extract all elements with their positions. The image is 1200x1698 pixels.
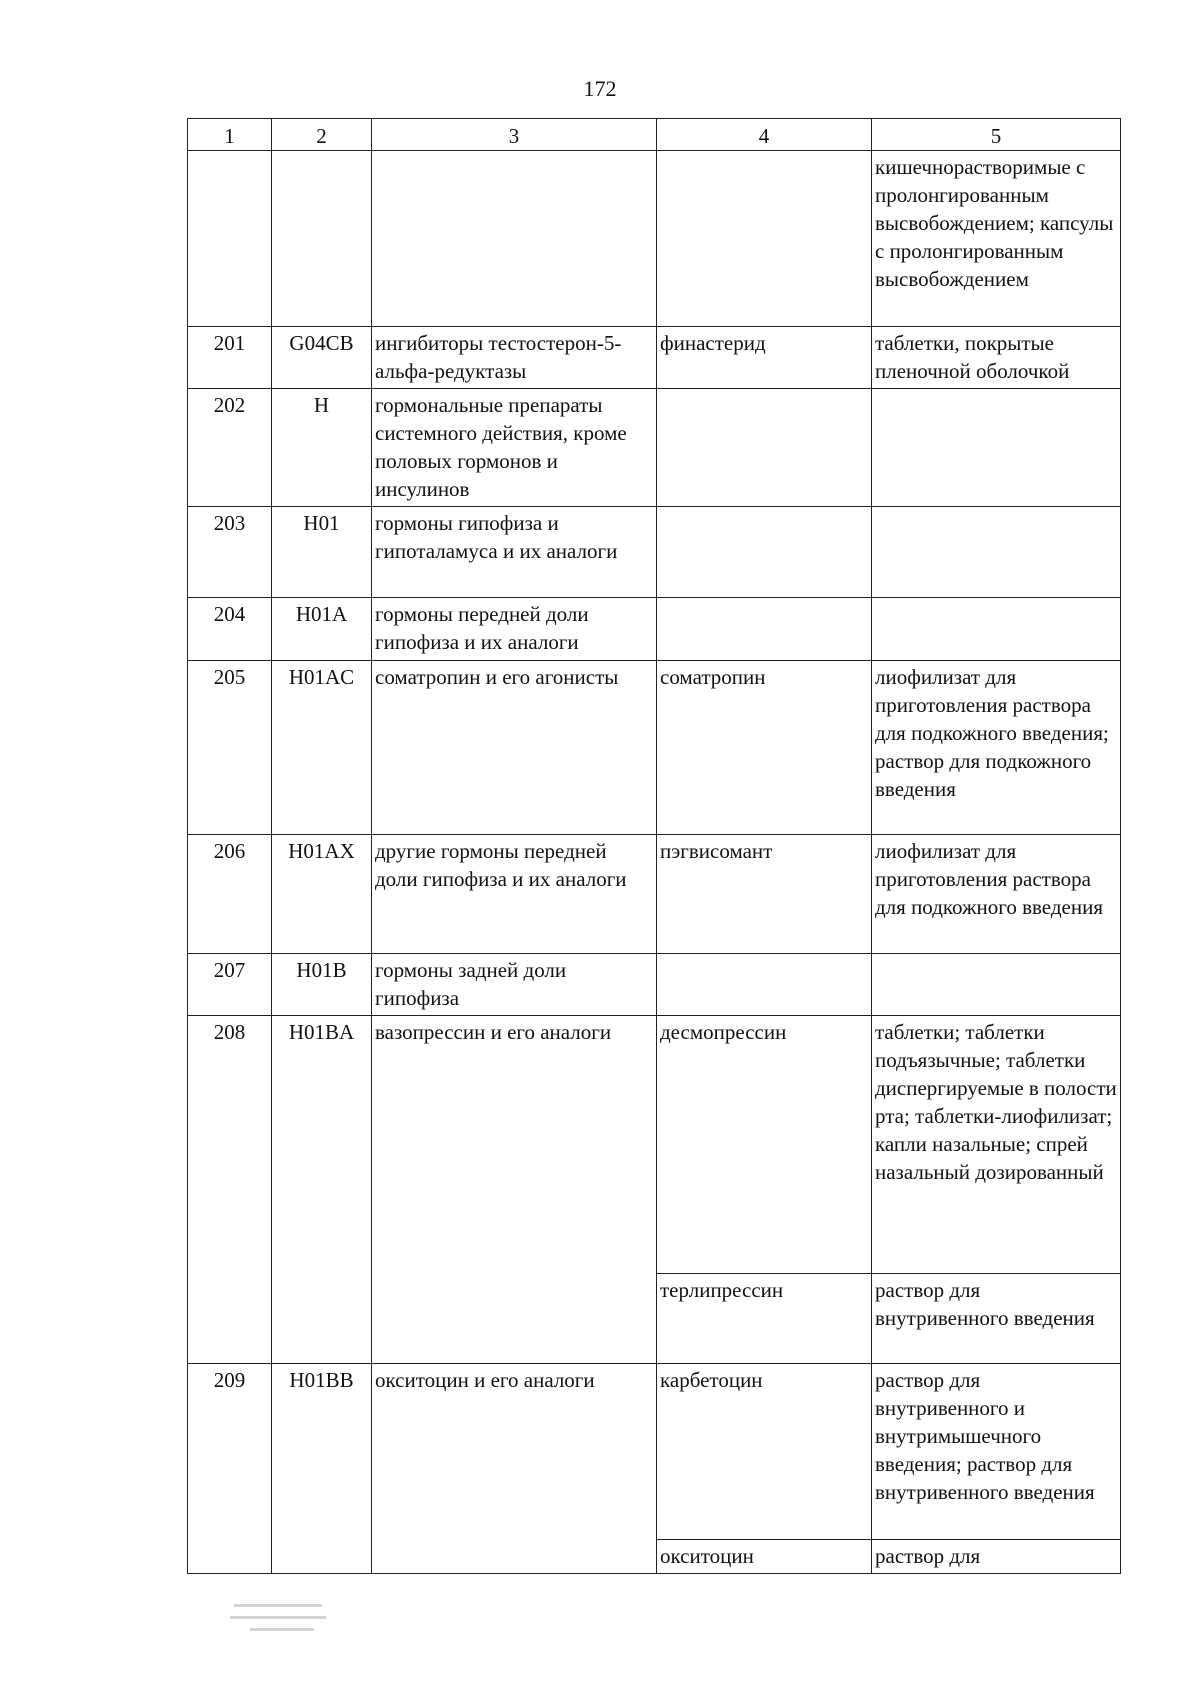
dosage-form bbox=[872, 507, 1121, 598]
atc-code bbox=[272, 151, 372, 327]
dosage-form: раствор для внутривенного и внутримышечного введения; раствор для внутривенного введения bbox=[872, 1364, 1121, 1540]
row-number bbox=[188, 151, 272, 327]
row-number: 202 bbox=[188, 389, 272, 507]
row-number: 204 bbox=[188, 598, 272, 661]
atc-code: H01BA bbox=[272, 1016, 372, 1364]
pharma-group: соматропин и его агонисты bbox=[372, 661, 657, 835]
dosage-form bbox=[872, 954, 1121, 1016]
row-number: 209 bbox=[188, 1364, 272, 1574]
table-row bbox=[188, 1364, 1121, 1540]
col-header-2: 2 bbox=[272, 119, 372, 151]
drug-name bbox=[657, 151, 872, 327]
dosage-form bbox=[872, 598, 1121, 661]
drug-name: десмопрессин bbox=[657, 1016, 872, 1274]
table-row bbox=[188, 1016, 1121, 1274]
dosage-form: таблетки; таблетки подъязычные; таблетки диспергируемые в полости рта; таблетки-лиофилизат; капли назальные; спрей назальный дозированный bbox=[872, 1016, 1121, 1274]
row-number: 203 bbox=[188, 507, 272, 598]
row-number: 201 bbox=[188, 327, 272, 389]
drug-name: терлипрессин bbox=[657, 1274, 872, 1364]
drug-name bbox=[657, 598, 872, 661]
col-header-5: 5 bbox=[872, 119, 1121, 151]
pharma-group: гормональные препараты системного действия, кроме половых гормонов и инсулинов bbox=[372, 389, 657, 507]
table-row bbox=[188, 151, 1121, 327]
pharma-group bbox=[372, 151, 657, 327]
drug-name bbox=[657, 954, 872, 1016]
pharma-group: гормоны задней доли гипофиза bbox=[372, 954, 657, 1016]
pharma-group: другие гормоны передней доли гипофиза и их аналоги bbox=[372, 835, 657, 954]
faint-stamp-mark bbox=[230, 1598, 350, 1658]
table-row bbox=[188, 507, 1121, 598]
atc-code: H01A bbox=[272, 598, 372, 661]
pharma-group: гормоны передней доли гипофиза и их аналоги bbox=[372, 598, 657, 661]
dosage-form: лиофилизат для приготовления раствора для подкожного введения bbox=[872, 835, 1121, 954]
dosage-form: раствор для внутривенного введения bbox=[872, 1274, 1121, 1364]
drug-name: финастерид bbox=[657, 327, 872, 389]
pharma-group: ингибиторы тестостерон-5-альфа-редуктазы bbox=[372, 327, 657, 389]
table-row bbox=[188, 598, 1121, 661]
atc-code: G04CB bbox=[272, 327, 372, 389]
atc-code: H01B bbox=[272, 954, 372, 1016]
atc-code: H01BB bbox=[272, 1364, 372, 1574]
pharma-group: гормоны гипофиза и гипоталамуса и их аналоги bbox=[372, 507, 657, 598]
medication-table bbox=[187, 118, 1121, 1574]
atc-code: H bbox=[272, 389, 372, 507]
drug-name: карбетоцин bbox=[657, 1364, 872, 1540]
atc-code: H01AC bbox=[272, 661, 372, 835]
col-header-3: 3 bbox=[372, 119, 657, 151]
table-row bbox=[188, 661, 1121, 835]
stamp-icon bbox=[230, 1598, 350, 1658]
dosage-form: кишечнорастворимые с пролонгированным высвобождением; капсулы с пролонгированным высвобождением bbox=[872, 151, 1121, 327]
row-number: 206 bbox=[188, 835, 272, 954]
atc-code: H01 bbox=[272, 507, 372, 598]
pharma-group: вазопрессин и его аналоги bbox=[372, 1016, 657, 1364]
row-number: 208 bbox=[188, 1016, 272, 1364]
row-number: 205 bbox=[188, 661, 272, 835]
dosage-form: таблетки, покрытые пленочной оболочкой bbox=[872, 327, 1121, 389]
page-number: 172 bbox=[583, 76, 617, 101]
drug-name bbox=[657, 507, 872, 598]
drug-name: соматропин bbox=[657, 661, 872, 835]
atc-code: H01AX bbox=[272, 835, 372, 954]
row-number: 207 bbox=[188, 954, 272, 1016]
col-header-4: 4 bbox=[657, 119, 872, 151]
drug-name: пэгвисомант bbox=[657, 835, 872, 954]
table-row bbox=[188, 835, 1121, 954]
table-row bbox=[188, 954, 1121, 1016]
table-row bbox=[188, 389, 1121, 507]
drug-name bbox=[657, 389, 872, 507]
drug-name: окситоцин bbox=[657, 1540, 872, 1574]
dosage-form: раствор для bbox=[872, 1540, 1121, 1574]
table-header-row bbox=[188, 119, 1121, 151]
col-header-1: 1 bbox=[188, 119, 272, 151]
dosage-form: лиофилизат для приготовления раствора для подкожного введения; раствор для подкожного введения bbox=[872, 661, 1121, 835]
dosage-form bbox=[872, 389, 1121, 507]
pharma-group: окситоцин и его аналоги bbox=[372, 1364, 657, 1574]
table-row bbox=[188, 327, 1121, 389]
